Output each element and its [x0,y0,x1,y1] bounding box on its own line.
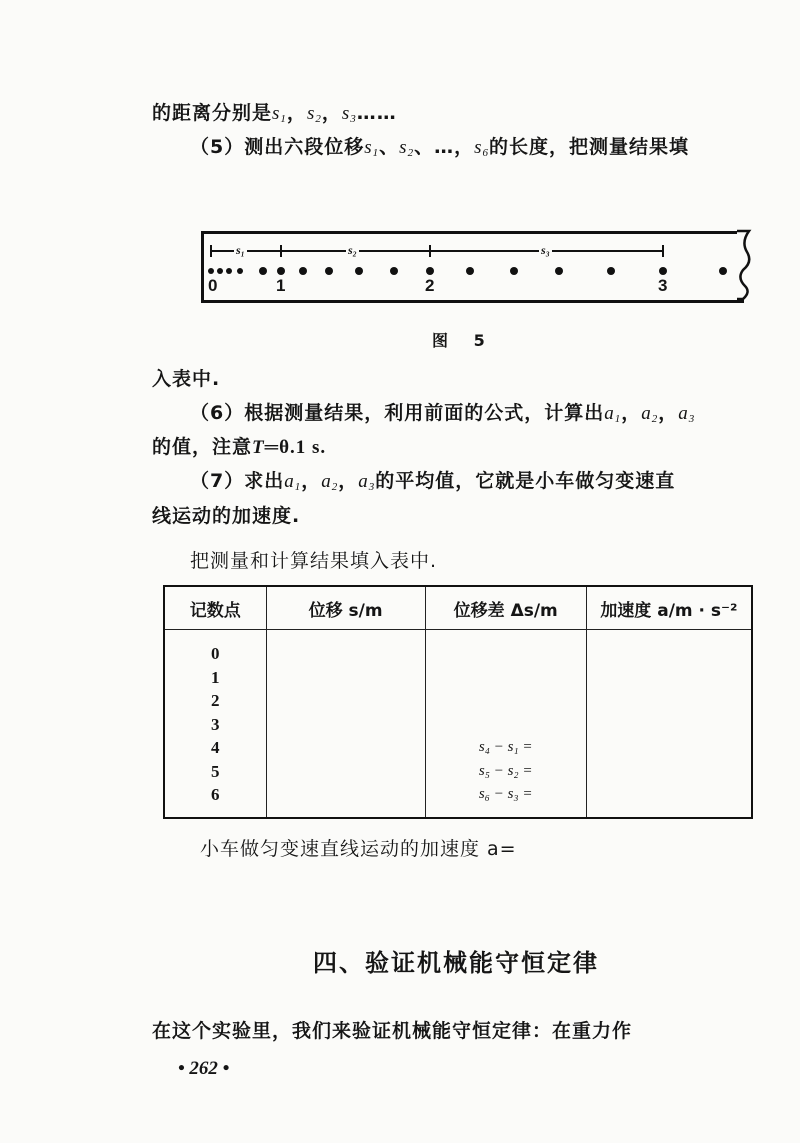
table-cell: 6 [211,785,220,804]
displacement-cells[interactable] [266,630,425,818]
text: 的长度，把测量结果填 [489,136,690,158]
text: 的距离分别是 [152,102,273,124]
dot [390,267,398,275]
text: 的平均值，它就是小车做匀变速直 [375,470,676,492]
header-count-point: 记数点 [164,586,266,630]
sep: ， [454,136,475,158]
sep: 、 [379,136,400,158]
text-into-table: 入表中. [152,368,221,390]
text: （6）根据测量结果，利用前面的公式，计算出 [190,402,605,424]
sub: 1 [280,113,287,125]
text-step-7: （7）求出$a_1$，$a_2$，$a_3$的平均值，它就是小车做匀变速直 [190,470,676,493]
var-s: s [341,103,351,124]
table-cell: s₅ − s₂ = [478,762,533,779]
var-s: s [399,137,408,158]
var-a: a [604,403,615,424]
table-cell [426,642,586,666]
page-number: • 262 • [178,1058,230,1079]
table-cell: 4 [211,738,220,757]
table-body-row [164,630,752,818]
table-cell: 2 [211,691,220,710]
dot [259,267,267,275]
point-label-3: 3 [658,276,668,295]
dot [277,267,285,275]
text: （5）测出六段位移 [190,136,365,158]
ticker-tape-figure [201,231,744,303]
point-label-2: 2 [425,276,435,295]
text: （7）求出 [190,470,285,492]
header-displacement: 位移 s/m [266,586,425,630]
point-label-0: 0 [208,276,218,295]
table-cell: 1 [211,667,220,687]
dot [466,267,474,275]
tick-3 [662,245,664,257]
figure-caption: 图 5 [432,331,495,350]
measurement-table [163,585,753,819]
segment-label-s3: s₃ [541,243,550,257]
dot [226,268,232,274]
dots: … [434,136,455,158]
table-cell [426,666,586,690]
sep: ， [658,402,679,424]
table-cell: s₆ − s₃ = [478,786,533,802]
var-s: s [306,103,316,124]
var-s: s [474,137,483,158]
sub: 2 [407,147,415,159]
var-a: a [678,403,689,424]
dot [510,267,518,275]
sub: 1 [614,413,622,425]
sub: 3 [350,113,357,125]
sep: ， [321,102,342,124]
sep: ， [286,102,307,124]
var-s: s [364,137,373,158]
table-cell [426,713,586,737]
var-s: s [272,103,281,124]
header-acceleration: 加速度 a/m · s⁻² [586,586,752,630]
text: 的值，注意 [152,436,253,458]
dot [607,267,615,275]
sep: 、 [414,136,435,158]
text-acceleration-result: 小车做匀变速直线运动的加速度 a= [200,838,517,860]
sub: 2 [315,113,322,125]
table-cell: 5 [211,761,220,781]
dot [555,267,563,275]
torn-edge-icon [735,228,755,302]
count-point-cells [164,630,266,818]
header-displacement-diff: 位移差 Δs/m [425,586,586,630]
tick-0 [210,245,212,257]
displacement-diff-cells [425,630,586,818]
sub: 2 [651,413,659,425]
ellipsis: …… [356,102,397,124]
text-line-distances [152,100,397,132]
measure-line [210,250,662,252]
dot [719,267,727,275]
text-step-7-line2: 线运动的加速度. [152,505,301,527]
table-cell: s₄ − s₁ = [478,739,533,755]
sub: 3 [688,413,696,425]
tick-2 [429,245,431,257]
text-step-5 [190,134,689,166]
dot [355,267,363,275]
dot [426,267,434,275]
dot [325,267,333,275]
dot [237,268,243,274]
table-header-row [164,586,752,630]
dot [208,268,214,274]
dot [217,268,223,274]
segment-label-s1: s₁ [236,243,245,257]
var-a: a [641,403,652,424]
text-step-6 [190,400,695,432]
table-cell: 0 [211,644,220,663]
segment-label-s2: s₂ [348,243,357,257]
dot [299,267,307,275]
var-T: T [252,437,265,458]
section-heading: 四、验证机械能守恒定律 [313,949,599,977]
sub: 1 [372,147,380,159]
text-table-intro: 把测量和计算结果填入表中. [190,550,438,572]
table-cell [426,689,586,713]
table-cell: 3 [211,714,220,734]
tick-1 [280,245,282,257]
sub: 6 [482,147,489,159]
text-step-6-line2 [152,434,326,461]
period-value: ═θ.1 s. [264,437,327,458]
sep: ， [621,402,642,424]
acceleration-cells[interactable] [586,630,752,818]
point-label-1: 1 [276,276,286,295]
dot [659,267,667,275]
text-intro-paragraph: 在这个实验里，我们来验证机械能守恒定律：在重力作 [152,1020,633,1042]
